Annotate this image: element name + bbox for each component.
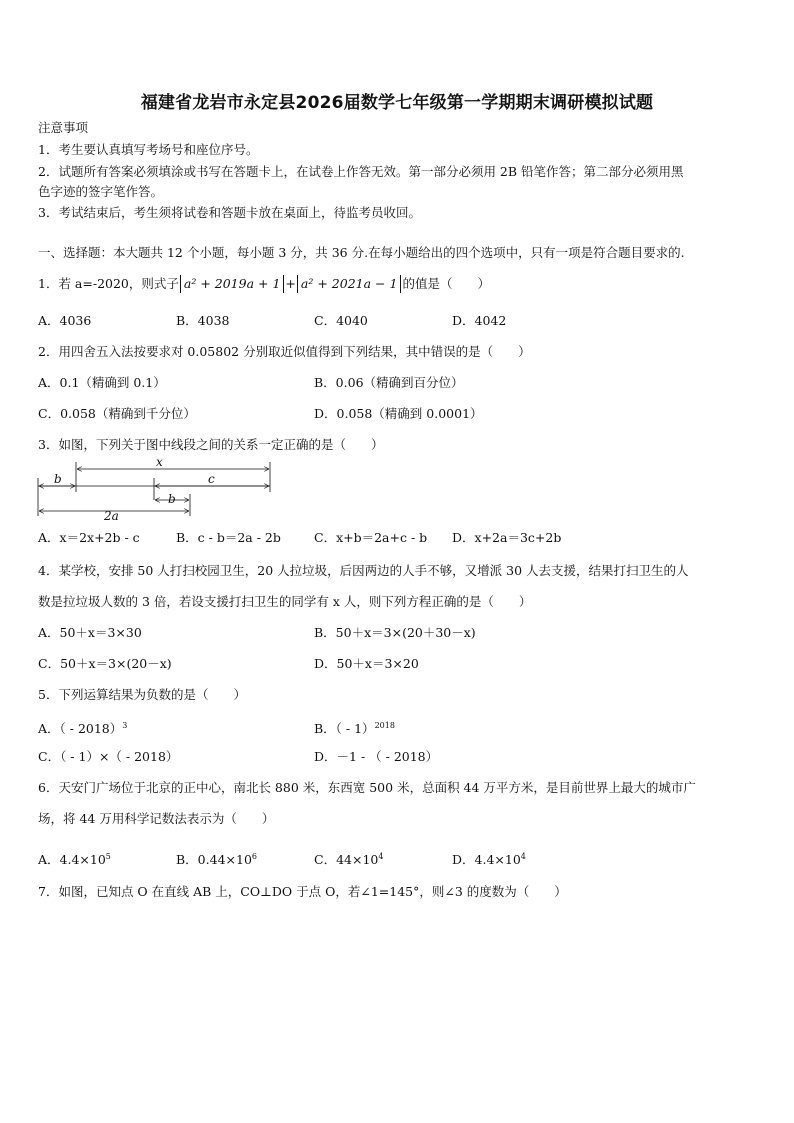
question-4-stem-2: 数是拉垃圾人数的 3 倍，若设支援打扫卫生的同学有 x 人，则下列方程正确的是（ ） [38, 594, 532, 609]
q2-option-a[interactable]: A．0.1（精确到 0.1） [38, 375, 166, 390]
question-1-stem [38, 275, 490, 293]
q3-option-d[interactable]: D．x+2a＝3c+2b [452, 530, 562, 545]
q5-option-c[interactable]: C．（ - 1）×（ - 2018） [38, 749, 179, 764]
notice-item-2-cont: 色字迹的签字笔作答。 [38, 184, 164, 199]
q4-option-b[interactable]: B．50＋x＝3×(20＋30－x) [314, 625, 476, 640]
q1-option-d[interactable]: D．4042 [452, 313, 507, 328]
label-b-right: b [168, 492, 176, 506]
notice-item-2: 2．试题所有答案必须填涂或书写在答题卡上，在试卷上作答无效。第一部分必须用 2B 铅笔作答；第二部分必须用黑 [38, 164, 684, 179]
q6-option-b[interactable] [176, 849, 257, 868]
q5-option-a[interactable] [38, 718, 127, 737]
q6-option-d-exp: 4 [520, 852, 526, 861]
question-2-stem: 2．用四舍五入法按要求对 0.05802 分别取近似值得到下列结果，其中错误的是（ ） [38, 344, 531, 359]
q6-option-b-text: B．0.44×10 [176, 852, 252, 867]
q6-option-a[interactable] [38, 849, 111, 868]
q5-option-b-text: B．（ - 1） [314, 721, 375, 736]
q5-option-a-exp: 3 [122, 721, 128, 730]
q2-option-c[interactable]: C．0.058（精确到千分位） [38, 406, 196, 421]
q6-option-a-text: A．4.4×10 [38, 852, 106, 867]
page-title: 福建省龙岩市永定县2026届数学七年级第一学期期末调研模拟试题 [140, 93, 654, 113]
q3-option-a[interactable]: A．x＝2x+2b - c [38, 530, 140, 545]
q1-abs-expr-2: a² + 2021a − 1 [297, 275, 402, 293]
label-b-left: b [54, 472, 62, 486]
question-7-stem: 7．如图，已知点 O 在直线 AB 上，CO⊥DO 于点 O，若∠1=145°，则∠3 的度数为（ ） [38, 884, 567, 899]
q6-option-d[interactable] [452, 849, 526, 868]
q5-option-a-text: A．（ - 2018） [38, 721, 123, 736]
q4-option-a[interactable]: A．50＋x＝3×30 [38, 625, 142, 640]
q2-option-d[interactable]: D．0.058（精确到 0.0001） [314, 406, 483, 421]
q1-prefix: 1．若 a=-2020，则式子 [38, 276, 179, 291]
question-3-stem: 3．如图，下列关于图中线段之间的关系一定正确的是（ ） [38, 437, 384, 452]
q2-option-b[interactable]: B．0.06（精确到百分位） [314, 375, 464, 390]
q1-plus: + [285, 276, 296, 291]
label-c: c [208, 472, 215, 486]
q5-option-d[interactable]: D．－1 - （ - 2018） [314, 749, 439, 764]
q6-option-b-exp: 6 [251, 852, 257, 861]
question-6-stem-2: 场，将 44 万用科学记数法表示为（ ） [38, 811, 275, 826]
notice-heading: 注意事项 [38, 120, 89, 135]
label-x: x [156, 458, 163, 469]
q1-option-c[interactable]: C．4040 [314, 313, 368, 328]
notice-item-1: 1．考生要认真填写考场号和座位序号。 [38, 142, 259, 157]
q5-option-b[interactable] [314, 718, 395, 737]
label-2a: 2a [104, 509, 119, 522]
q1-abs-expr-1: a² + 2019a + 1 [180, 275, 285, 293]
segment-diagram [36, 458, 286, 522]
q6-option-d-text: D．4.4×10 [452, 852, 521, 867]
q1-option-b[interactable]: B．4038 [176, 313, 230, 328]
q4-option-d[interactable]: D．50＋x＝3×20 [314, 656, 419, 671]
q5-option-b-exp: 2018 [374, 721, 395, 730]
question-6-stem-1: 6．天安门广场位于北京的正中心，南北长 880 米，东西宽 500 米，总面积 44 万平方米，是目前世界上最大的城市广 [38, 780, 696, 795]
section-heading: 一、选择题：本大题共 12 个小题，每小题 3 分，共 36 分.在每小题给出的四个选项中，只有一项是符合题目要求的. [38, 245, 685, 260]
q6-option-c-text: C．44×10 [314, 852, 379, 867]
notice-item-3: 3．考试结束后，考生须将试卷和答题卡放在桌面上，待监考员收回。 [38, 205, 421, 220]
q4-option-c[interactable]: C．50＋x＝3×(20－x) [38, 656, 172, 671]
q6-option-a-exp: 5 [105, 852, 111, 861]
q3-option-b[interactable]: B．c - b＝2a - 2b [176, 530, 281, 545]
q1-suffix: 的值是（ ） [402, 276, 490, 291]
q6-option-c[interactable] [314, 849, 383, 868]
q1-option-a[interactable]: A．4036 [38, 313, 92, 328]
question-4-stem-1: 4．某学校，安排 50 人打扫校园卫生，20 人拉垃圾，后因两边的人手不够，又增派 30 人去支援，结果打扫卫生的人 [38, 563, 689, 578]
q6-option-c-exp: 4 [378, 852, 384, 861]
q3-option-c[interactable]: C．x+b＝2a+c - b [314, 530, 428, 545]
question-5-stem: 5．下列运算结果为负数的是（ ） [38, 687, 246, 702]
